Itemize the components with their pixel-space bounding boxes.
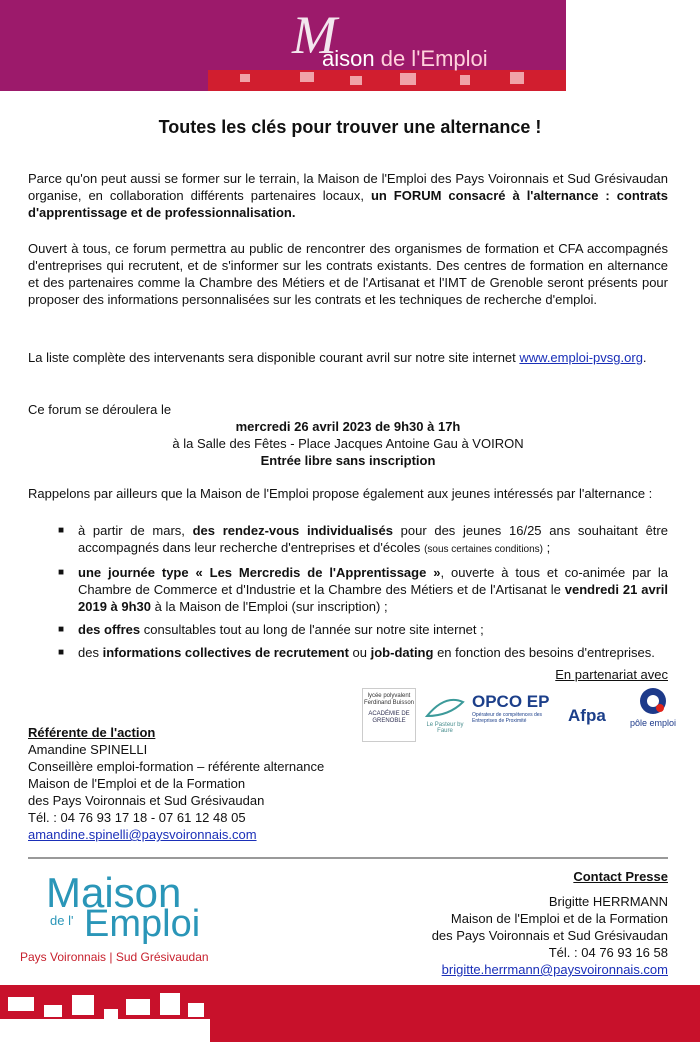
bullet-icon: ■ bbox=[58, 567, 65, 578]
paragraph-2: Ouvert à tous, ce forum permettra au public de rencontrer des organismes de formation et CFA accompagnés d'entreprises qui recrutent, et de s'informer sur les contrats existants. Des centres de formation en alternance et des partenaires comme la Chambre des Métiers et de l'Artisanat et l'IMT de Grenoble seront présents pour proposer des informations personnalisées sur les contrats et les techniques de recherche d'emploi. bbox=[28, 241, 668, 307]
press-org-2: des Pays Voironnais et Sud Grésivaudan bbox=[431, 928, 668, 943]
bullet-1-text-2: pour des jeunes 16/25 ans souhaitant être accompagnés dans leur recherche d'entreprises et d'écoles bbox=[78, 523, 668, 555]
referent-title: Référente de l'action bbox=[28, 725, 156, 740]
website-link[interactable]: www.emploi-pvsg.org bbox=[519, 350, 643, 365]
bullet-2-date: vendredi 21 avril 2019 à 9h30 bbox=[78, 582, 668, 614]
paragraph-3-text: La liste complète des intervenants sera disponible courant avril sur notre site internet bbox=[28, 350, 520, 365]
partner-label: En partenariat avec bbox=[555, 667, 668, 682]
partner-logos bbox=[362, 686, 680, 744]
referent-org-1: Maison de l'Emploi et de la Formation bbox=[28, 776, 246, 791]
banner-block bbox=[400, 73, 416, 85]
paragraph-4: Rappelons par ailleurs que la Maison de l'Emploi propose également aux jeunes intéressés par l'alternance : bbox=[28, 486, 653, 501]
afpa-logo bbox=[568, 706, 606, 726]
bullet-4-bold-2: job-dating bbox=[370, 645, 434, 660]
event-intro: Ce forum se déroulera le bbox=[28, 402, 172, 417]
press-contact bbox=[432, 868, 668, 978]
faure-logo bbox=[420, 694, 470, 740]
bullet-2-text: , ouverte à tous et co-animée par la Chambre de Commerce et d'Industrie et la Chambre des Métiers et de l'Artisanat le bbox=[78, 565, 668, 597]
logo-text-1: aison bbox=[322, 46, 375, 71]
footer-logo-de: de l' bbox=[50, 913, 74, 928]
bullet-icon: ■ bbox=[58, 647, 65, 658]
footer-band bbox=[0, 985, 700, 1042]
bullet-3-text: consultables tout au long de l'année sur notre site internet ; bbox=[140, 622, 484, 637]
afpa-name: Afpa bbox=[568, 706, 606, 725]
footer-block bbox=[44, 1005, 62, 1017]
bullet-4-end: en fonction des besoins d'entreprises. bbox=[433, 645, 655, 660]
referent-block bbox=[28, 724, 324, 843]
bullet-1-text: à partir de mars, bbox=[78, 523, 193, 538]
bullet-4-text: des bbox=[78, 645, 103, 660]
intro-text: Parce qu'on peut aussi se former sur le terrain, la Maison de l'Emploi des Pays Voironnais et Sud Grésivaudan organise, en collaboration différents partenaires locaux, bbox=[28, 171, 668, 203]
press-tel: Tél. : 04 76 93 16 58 bbox=[548, 945, 668, 960]
logo-script-letter: M bbox=[292, 5, 337, 65]
header-banner bbox=[0, 0, 566, 91]
referent-org-2: des Pays Voironnais et Sud Grésivaudan bbox=[28, 793, 265, 808]
list-item bbox=[58, 644, 668, 661]
referent-tel: Tél. : 04 76 93 17 18 - 07 61 12 48 05 bbox=[28, 810, 246, 825]
footer-block bbox=[188, 1003, 204, 1017]
opco-name: OPCO EP bbox=[472, 692, 550, 711]
event-place: à la Salle des Fêtes - Place Jacques Antoine Gau à VOIRON bbox=[172, 436, 524, 451]
lycee-logo bbox=[362, 688, 416, 742]
bullet-3-bold: des offres bbox=[78, 622, 141, 637]
services-list bbox=[58, 522, 668, 667]
bullet-1-end: ; bbox=[543, 540, 551, 555]
leaf-icon bbox=[423, 694, 467, 720]
event-entry: Entrée libre sans inscription bbox=[260, 453, 436, 468]
paragraph-3 bbox=[28, 349, 668, 366]
bullet-2-end: à la Maison de l'Emploi (sur inscription) ; bbox=[151, 599, 388, 614]
footer-logo-region: Pays Voironnais | Sud Grésivaudan bbox=[20, 950, 209, 964]
logo-text bbox=[322, 46, 488, 72]
referent-name: Amandine SPINELLI bbox=[28, 742, 148, 757]
intro-paragraph bbox=[28, 170, 668, 221]
opco-sub: Opérateur de compétences des Entreprises de Proximité bbox=[472, 712, 543, 724]
logo-text-2: de l'Emploi bbox=[380, 46, 488, 71]
footer-block bbox=[8, 997, 34, 1011]
banner-block bbox=[510, 72, 524, 84]
faure-name: Le Pasteur bbox=[426, 722, 456, 728]
banner-block bbox=[300, 72, 314, 82]
bullet-icon: ■ bbox=[58, 525, 65, 536]
press-email-link[interactable]: brigitte.herrmann@paysvoironnais.com bbox=[441, 962, 668, 977]
bullet-2-bold: une journée type « Les Mercredis de l'Apprentissage » bbox=[78, 565, 441, 580]
bullet-icon: ■ bbox=[58, 624, 65, 635]
lycee-sub: ACADÉMIE DE GRENOBLE bbox=[368, 711, 410, 724]
press-title: Contact Presse bbox=[573, 869, 668, 884]
referent-role: Conseillère emploi-formation – référente alternance bbox=[28, 759, 325, 774]
bullet-1-bold: des rendez-vous individualisés bbox=[192, 523, 393, 538]
intro-bold: un FORUM consacré à l'alternance : contrats d'apprentissage et de professionnalisation. bbox=[28, 188, 668, 220]
pole-emploi-name: pôle emploi bbox=[629, 718, 677, 728]
footer-logo-maison: Maison bbox=[46, 869, 182, 916]
footer-logo bbox=[20, 869, 230, 967]
paragraph-3-end: . bbox=[642, 350, 647, 365]
footer-logo-emploi: Emploi bbox=[84, 903, 201, 945]
referent-email-link[interactable]: amandine.spinelli@paysvoironnais.com bbox=[28, 827, 257, 842]
banner-block bbox=[240, 74, 250, 82]
lycee-name: lycée polyvalent Ferdinand Buisson bbox=[363, 693, 415, 706]
faure-sub: by Faure bbox=[437, 722, 464, 734]
pole-emploi-icon bbox=[638, 686, 668, 716]
banner-block bbox=[460, 75, 470, 85]
divider bbox=[28, 857, 668, 859]
event-date: mercredi 26 avril 2023 de 9h30 à 17h bbox=[235, 419, 461, 434]
pole-emploi-logo bbox=[626, 686, 680, 742]
footer-block bbox=[0, 1019, 210, 1042]
bullet-4-bold: informations collectives de recrutement bbox=[102, 645, 349, 660]
footer-block bbox=[72, 995, 94, 1015]
list-item bbox=[58, 564, 668, 615]
opco-logo bbox=[472, 692, 564, 740]
footer-block bbox=[126, 999, 150, 1015]
list-item bbox=[58, 621, 668, 638]
footer-block bbox=[160, 993, 180, 1015]
press-org-1: Maison de l'Emploi et de la Formation bbox=[450, 911, 668, 926]
bullet-1-small: (sous certaines conditions) bbox=[424, 544, 544, 555]
bullet-4-text-2: ou bbox=[348, 645, 371, 660]
page-title: Toutes les clés pour trouver une alternance ! bbox=[158, 117, 542, 137]
press-name: Brigitte HERRMANN bbox=[548, 894, 668, 909]
list-item bbox=[58, 522, 668, 558]
banner-block bbox=[350, 76, 362, 85]
